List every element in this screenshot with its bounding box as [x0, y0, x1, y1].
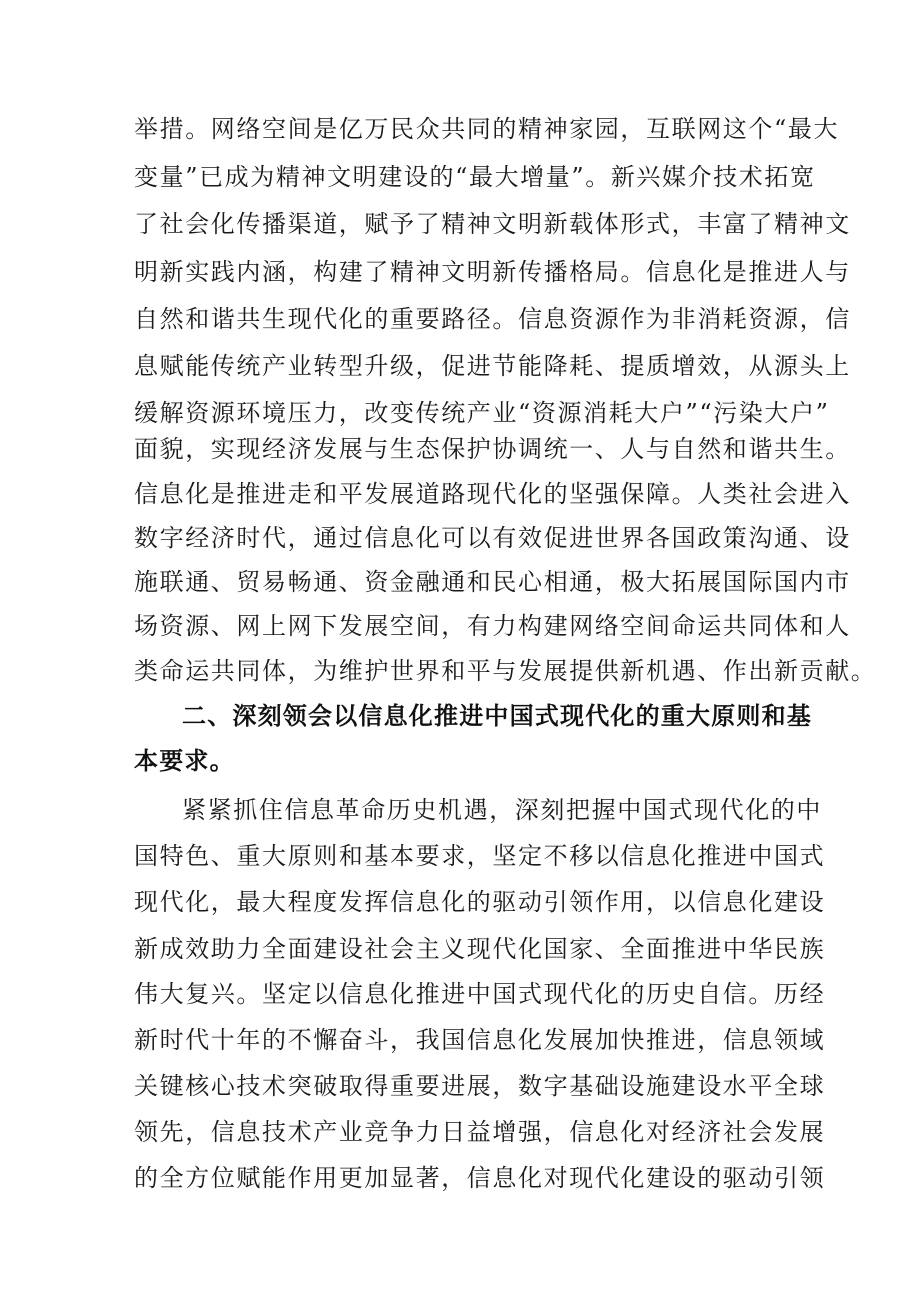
- text-line: 面貌，实现经济发展与生态保护协调统一、人与自然和谐共生。: [134, 435, 851, 463]
- text-line: 缓解资源环境压力，改变传统产业“资源消耗大户”“污染大户”: [134, 399, 830, 427]
- text-line: 的全方位赋能作用更加显著，信息化对现代化建设的驱动引领: [134, 1164, 826, 1192]
- text-line: 关键核心技术突破取得重要进展，数字基础设施建设水平全球: [134, 1072, 826, 1100]
- text-line: 明新实践内涵，构建了精神文明新传播格局。信息化是推进人与: [134, 258, 851, 286]
- text-line: 新时代十年的不懈奋斗，我国信息化发展加快推进，信息领域: [134, 1026, 826, 1054]
- text-line: 新成效助力全面建设社会主义现代化国家、全面推进中华民族: [134, 935, 826, 963]
- text-line: 信息化是推进走和平发展道路现代化的坚强保障。人类社会进入: [134, 480, 851, 508]
- text-line: 了社会化传播渠道，赋予了精神文明新载体形式，丰富了精神文: [134, 210, 851, 238]
- text-line: 自然和谐共生现代化的重要路径。信息资源作为非消耗资源，信: [134, 305, 851, 333]
- text-line: 伟大复兴。坚定以信息化推进中国式现代化的历史自信。历经: [134, 980, 826, 1008]
- text-line: 国特色、重大原则和基本要求，坚定不移以信息化推进中国式: [134, 842, 826, 870]
- text-line: 施联通、贸易畅通、资金融通和民心相通，极大拓展国际国内市: [134, 568, 851, 596]
- text-line: 现代化，最大程度发挥信息化的驱动引领作用，以信息化建设: [134, 888, 826, 916]
- text-line: 类命运共同体，为维护世界和平与发展提供新机遇、作出新贡献。: [134, 657, 877, 685]
- text-line: 数字经济时代，通过信息化可以有效促进世界各国政策沟通、设: [134, 524, 851, 552]
- text-line: 变量”已成为精神文明建设的“最大增量”。新兴媒介技术拓宽: [134, 163, 816, 191]
- heading-line: 二、深刻领会以信息化推进中国式现代化的重大原则和基: [182, 702, 812, 730]
- heading-line: 本要求。: [134, 747, 235, 775]
- text-line: 紧紧抓住信息革命历史机遇，深刻把握中国式现代化的中: [182, 796, 822, 824]
- text-line: 场资源、网上网下发展空间，有力构建网络空间命运共同体和人: [134, 612, 851, 640]
- text-line: 息赋能传统产业转型升级，促进节能降耗、提质增效，从源头上: [134, 352, 851, 380]
- text-line: 领先，信息技术产业竞争力日益增强，信息化对经济社会发展: [134, 1118, 826, 1146]
- text-line: 举措。网络空间是亿万民众共同的精神家园，互联网这个“最大: [134, 115, 840, 143]
